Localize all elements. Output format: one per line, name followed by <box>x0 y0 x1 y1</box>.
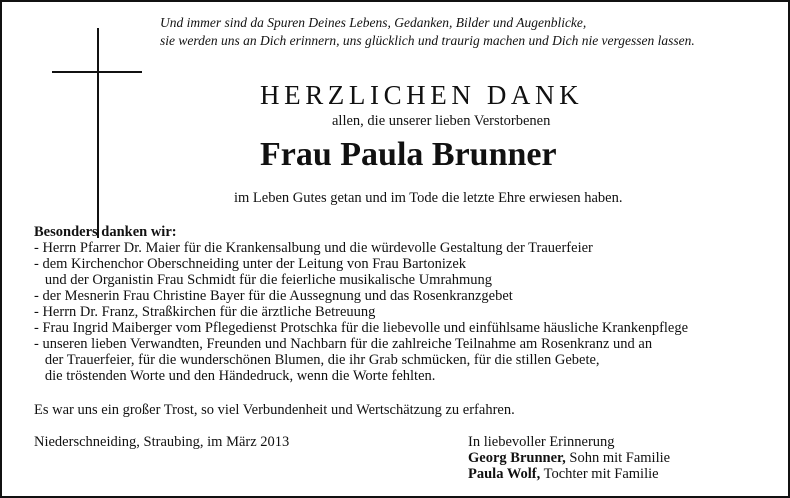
signature-block <box>468 434 670 482</box>
thanks-section <box>34 224 688 384</box>
heading: HERZLICHEN DANK <box>260 80 584 110</box>
motto-line-2: sie werden uns an Dich erinnern, uns glücklich und traurig machen und Dich nie vergessen lassen. <box>160 33 695 48</box>
mourner-relation: Sohn mit Familie <box>565 450 671 466</box>
motto-line-1: Und immer sind da Spuren Deines Lebens, Gedanken, Bilder und Augenblicke, <box>160 15 587 30</box>
thanks-line: und der Organistin Frau Schmidt für die feierliche musikalische Umrahmung <box>34 272 492 288</box>
thanks-line: - unseren lieben Verwandten, Freunden und Nachbarn für die zahlreiche Teilnahme am Rosenkranz und an <box>34 336 653 352</box>
mourner-line <box>468 466 670 482</box>
mourner-name: Paula Wolf, <box>468 466 541 482</box>
thanks-line: - Herrn Pfarrer Dr. Maier für die Krankensalbung und die würdevolle Gestaltung der Trauerfeier <box>34 240 593 256</box>
thanks-heading: Besonders danken wir: <box>34 224 177 240</box>
thanks-line: - der Mesnerin Frau Christine Bayer für die Aussegnung und das Rosenkranzgebet <box>34 288 513 304</box>
cross-icon-vertical <box>97 28 99 238</box>
mourner-line <box>468 450 670 466</box>
mourner-relation: Tochter mit Familie <box>540 466 659 482</box>
place-date: Niederschneiding, Straubing, im März 2013 <box>34 434 290 450</box>
thanks-line: - Herrn Dr. Franz, Straßkirchen für die ärztliche Betreuung <box>34 304 376 320</box>
thanks-line: - Frau Ingrid Maiberger vom Pflegedienst Protschka für die liebevolle und einfühlsame häusliche Krankenpflege <box>34 320 689 336</box>
comfort-line: Es war uns ein großer Trost, so viel Verbundenheit und Wertschätzung zu erfahren. <box>34 402 515 418</box>
mourner-name: Georg Brunner, <box>468 450 566 466</box>
deceased-name: Frau Paula Brunner <box>260 136 557 173</box>
signature-intro: In liebevoller Erinnerung <box>468 434 615 450</box>
closing-line: im Leben Gutes getan und im Tode die letzte Ehre erwiesen haben. <box>234 190 623 206</box>
cross-icon-horizontal <box>52 71 142 73</box>
lead-text: allen, die unserer lieben Verstorbenen <box>332 113 551 129</box>
thanks-list <box>34 240 688 384</box>
thanks-line: - dem Kirchenchor Oberschneiding unter der Leitung von Frau Bartonizek <box>34 256 467 272</box>
thanks-line: der Trauerfeier, für die wunderschönen Blumen, die ihr Grab schmücken, für die stillen Gebete, <box>34 352 600 368</box>
thanks-line: die tröstenden Worte und den Händedruck, wenn die Worte fehlten. <box>34 368 436 384</box>
